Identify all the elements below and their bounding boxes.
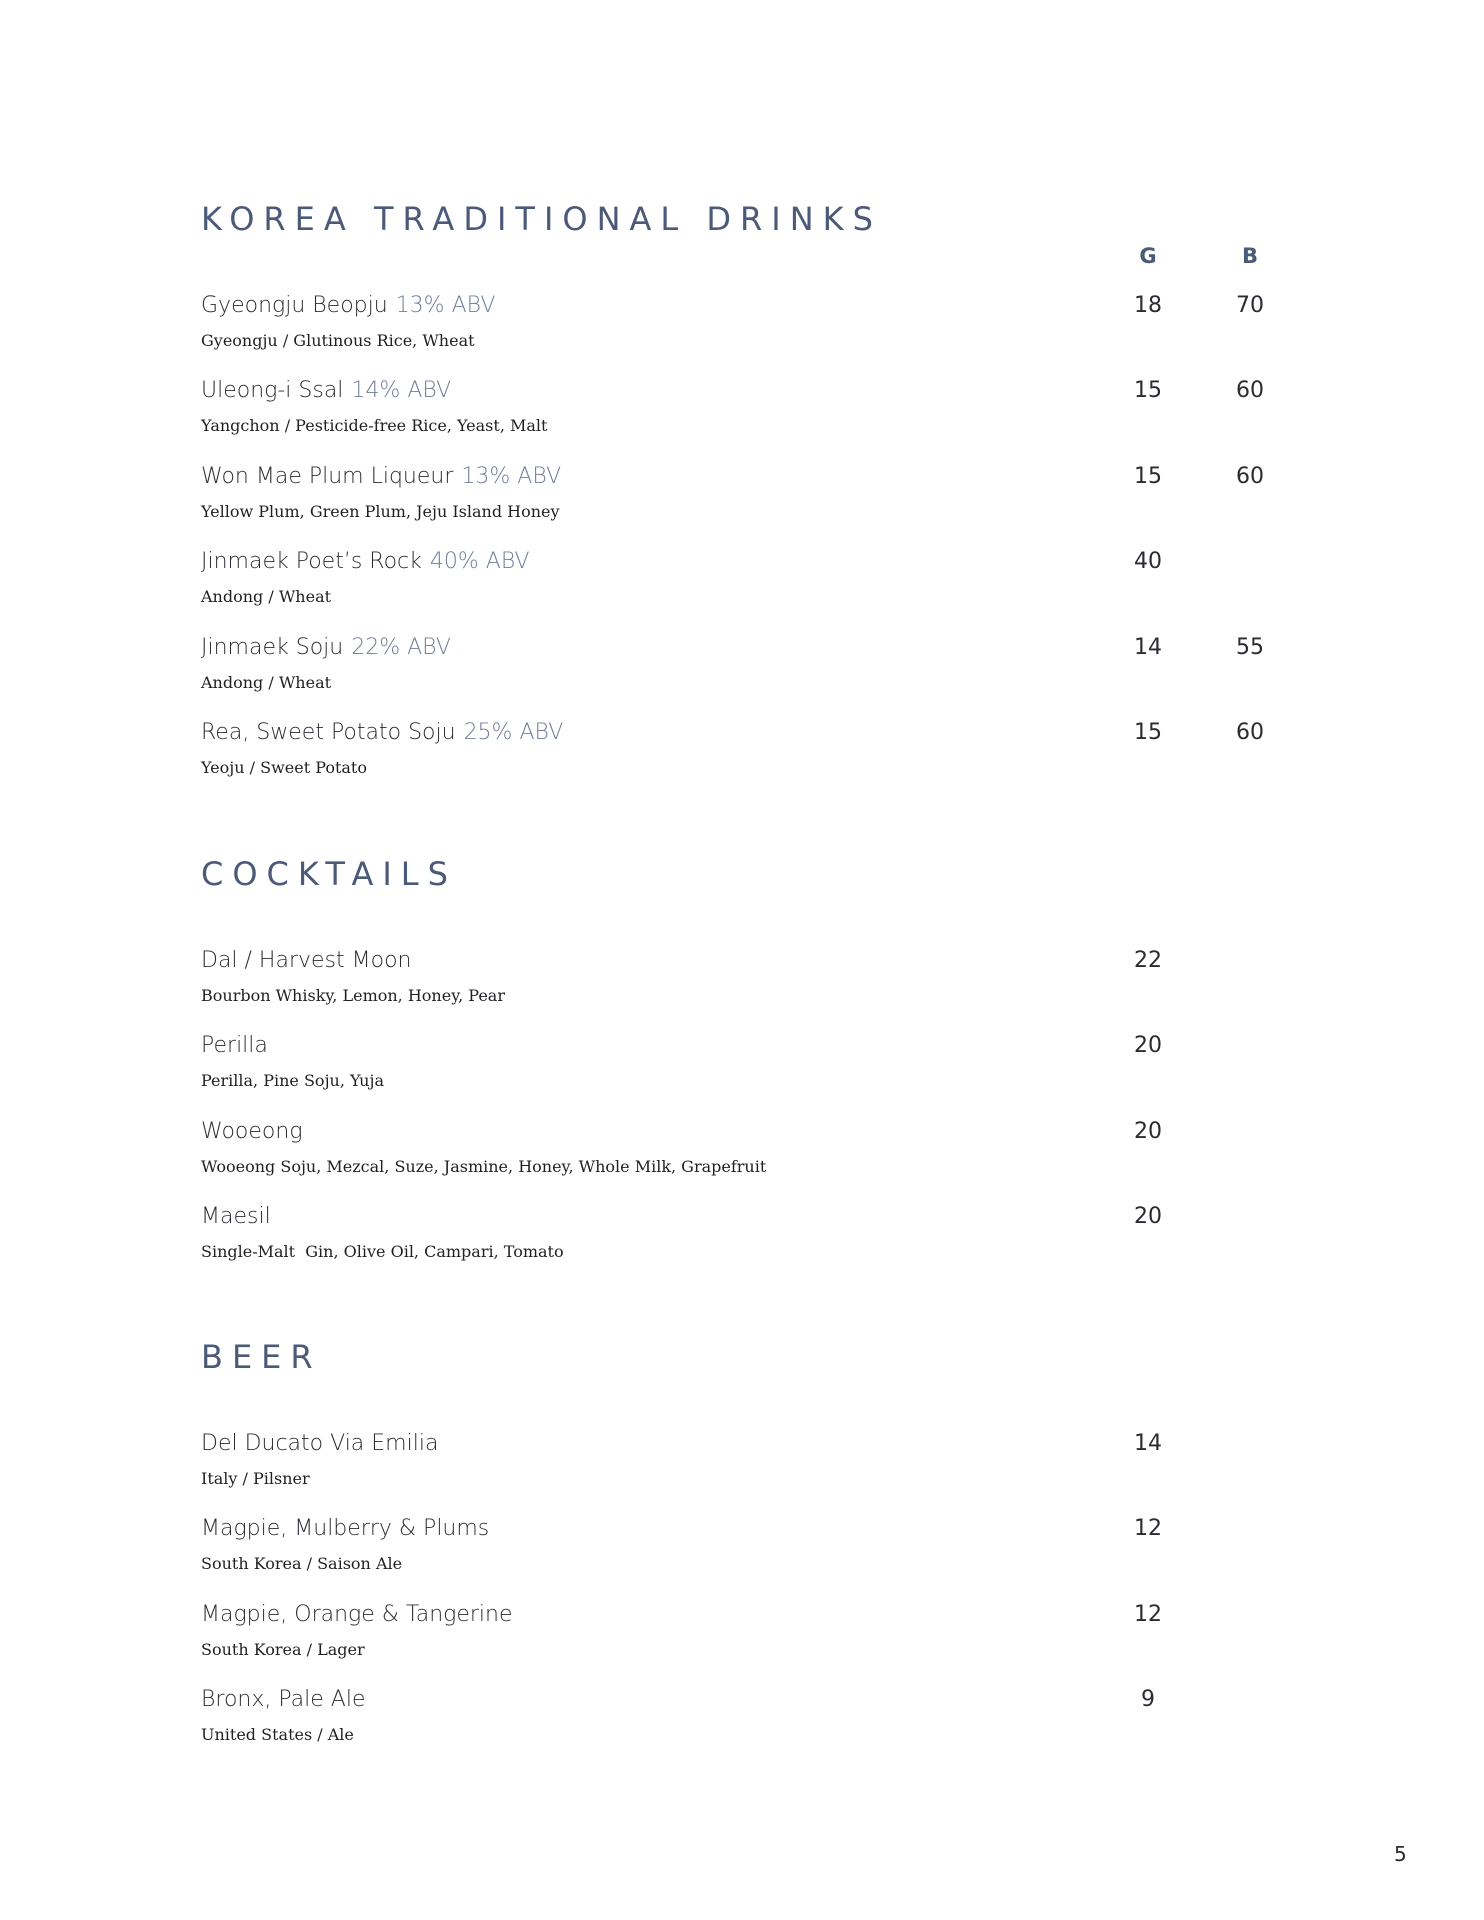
item-description: Gyeongju / Glutinous Rice, Wheat	[201, 331, 475, 350]
item-name	[201, 464, 561, 489]
glass-column-header: G	[1139, 244, 1157, 268]
menu-item	[201, 1516, 1291, 1596]
section-title: KOREA TRADITIONAL DRINKS	[201, 200, 882, 238]
bottle-price: 60	[1236, 464, 1264, 489]
item-abv: 13% ABV	[461, 464, 562, 489]
section-title: BEER	[201, 1338, 322, 1376]
menu-item	[201, 635, 1291, 715]
item-name-text: Jinmaek Soju	[201, 635, 344, 660]
item-name: Dal / Harvest Moon	[201, 948, 412, 973]
item-name: Maesil	[201, 1204, 271, 1229]
item-name	[201, 378, 451, 403]
menu-item	[201, 1602, 1291, 1682]
item-name	[201, 293, 495, 318]
item-name: Wooeong	[201, 1119, 303, 1144]
bottle-price: 70	[1236, 293, 1264, 318]
price: 12	[1134, 1516, 1162, 1541]
item-description: Wooeong Soju, Mezcal, Suze, Jasmine, Honey, Whole Milk, Grapefruit	[201, 1157, 767, 1176]
item-name: Bronx, Pale Ale	[201, 1687, 366, 1712]
item-name: Magpie, Orange & Tangerine	[201, 1602, 513, 1627]
item-abv: 40% ABV	[429, 549, 530, 574]
item-name: Perilla	[201, 1033, 268, 1058]
menu-item	[201, 720, 1291, 800]
menu-item	[201, 948, 1291, 1028]
price: 12	[1134, 1602, 1162, 1627]
item-description: South Korea / Saison Ale	[201, 1554, 403, 1573]
item-abv: 13% ABV	[395, 293, 496, 318]
item-description: United States / Ale	[201, 1725, 354, 1744]
glass-price: 15	[1134, 378, 1162, 403]
section-title: COCKTAILS	[201, 855, 457, 893]
item-name-text: Won Mae Plum Liqueur	[201, 464, 454, 489]
bottle-price: 60	[1236, 720, 1264, 745]
menu-item	[201, 378, 1291, 458]
item-name	[201, 549, 530, 574]
menu-item	[201, 1119, 1291, 1199]
item-description: Yangchon / Pesticide-free Rice, Yeast, Malt	[201, 416, 548, 435]
price: 20	[1134, 1119, 1162, 1144]
bottle-price: 60	[1236, 378, 1264, 403]
item-description: Andong / Wheat	[201, 673, 332, 692]
item-name: Del Ducato Via Emilia	[201, 1431, 439, 1456]
glass-price: 18	[1134, 293, 1162, 318]
section-beer	[201, 1338, 1291, 1758]
item-abv: 22% ABV	[351, 635, 451, 660]
menu-item	[201, 1687, 1291, 1767]
item-description: Yeoju / Sweet Potato	[201, 758, 367, 777]
menu-item	[201, 1033, 1291, 1113]
item-name-text: Gyeongju Beopju	[201, 293, 388, 318]
item-description: Bourbon Whisky, Lemon, Honey, Pear	[201, 986, 505, 1005]
price: 14	[1134, 1431, 1162, 1456]
item-description: Yellow Plum, Green Plum, Jeju Island Honey	[201, 502, 560, 521]
bottle-column-header: B	[1241, 244, 1258, 268]
page-number: 5	[1394, 1842, 1407, 1866]
item-abv: 14% ABV	[351, 378, 452, 403]
section-cocktails	[201, 855, 1291, 1275]
item-name-text: Jinmaek Poet’s Rock	[201, 549, 422, 574]
glass-price: 40	[1134, 549, 1162, 574]
bottle-price: 55	[1236, 635, 1264, 660]
item-description: Andong / Wheat	[201, 587, 332, 606]
menu-item	[201, 293, 1291, 373]
item-name	[201, 720, 563, 745]
glass-price: 15	[1134, 720, 1162, 745]
item-description: Perilla, Pine Soju, Yuja	[201, 1071, 384, 1090]
price: 22	[1134, 948, 1162, 973]
price: 9	[1141, 1687, 1155, 1712]
item-abv: 25% ABV	[463, 720, 564, 745]
item-description: Single-Malt Gin, Olive Oil, Campari, Tomato	[201, 1242, 564, 1261]
menu-item	[201, 464, 1291, 544]
menu-item	[201, 1431, 1291, 1511]
item-description: Italy / Pilsner	[201, 1469, 310, 1488]
item-name-text: Rea, Sweet Potato Soju	[201, 720, 456, 745]
glass-price: 14	[1134, 635, 1162, 660]
price: 20	[1134, 1033, 1162, 1058]
item-name-text: Uleong-i Ssal	[201, 378, 344, 403]
menu-item	[201, 549, 1291, 629]
item-name: Magpie, Mulberry & Plums	[201, 1516, 490, 1541]
price: 20	[1134, 1204, 1162, 1229]
item-name	[201, 635, 451, 660]
item-description: South Korea / Lager	[201, 1640, 365, 1659]
section-korea-traditional-drinks	[201, 200, 1291, 790]
glass-price: 15	[1134, 464, 1162, 489]
menu-item	[201, 1204, 1291, 1284]
